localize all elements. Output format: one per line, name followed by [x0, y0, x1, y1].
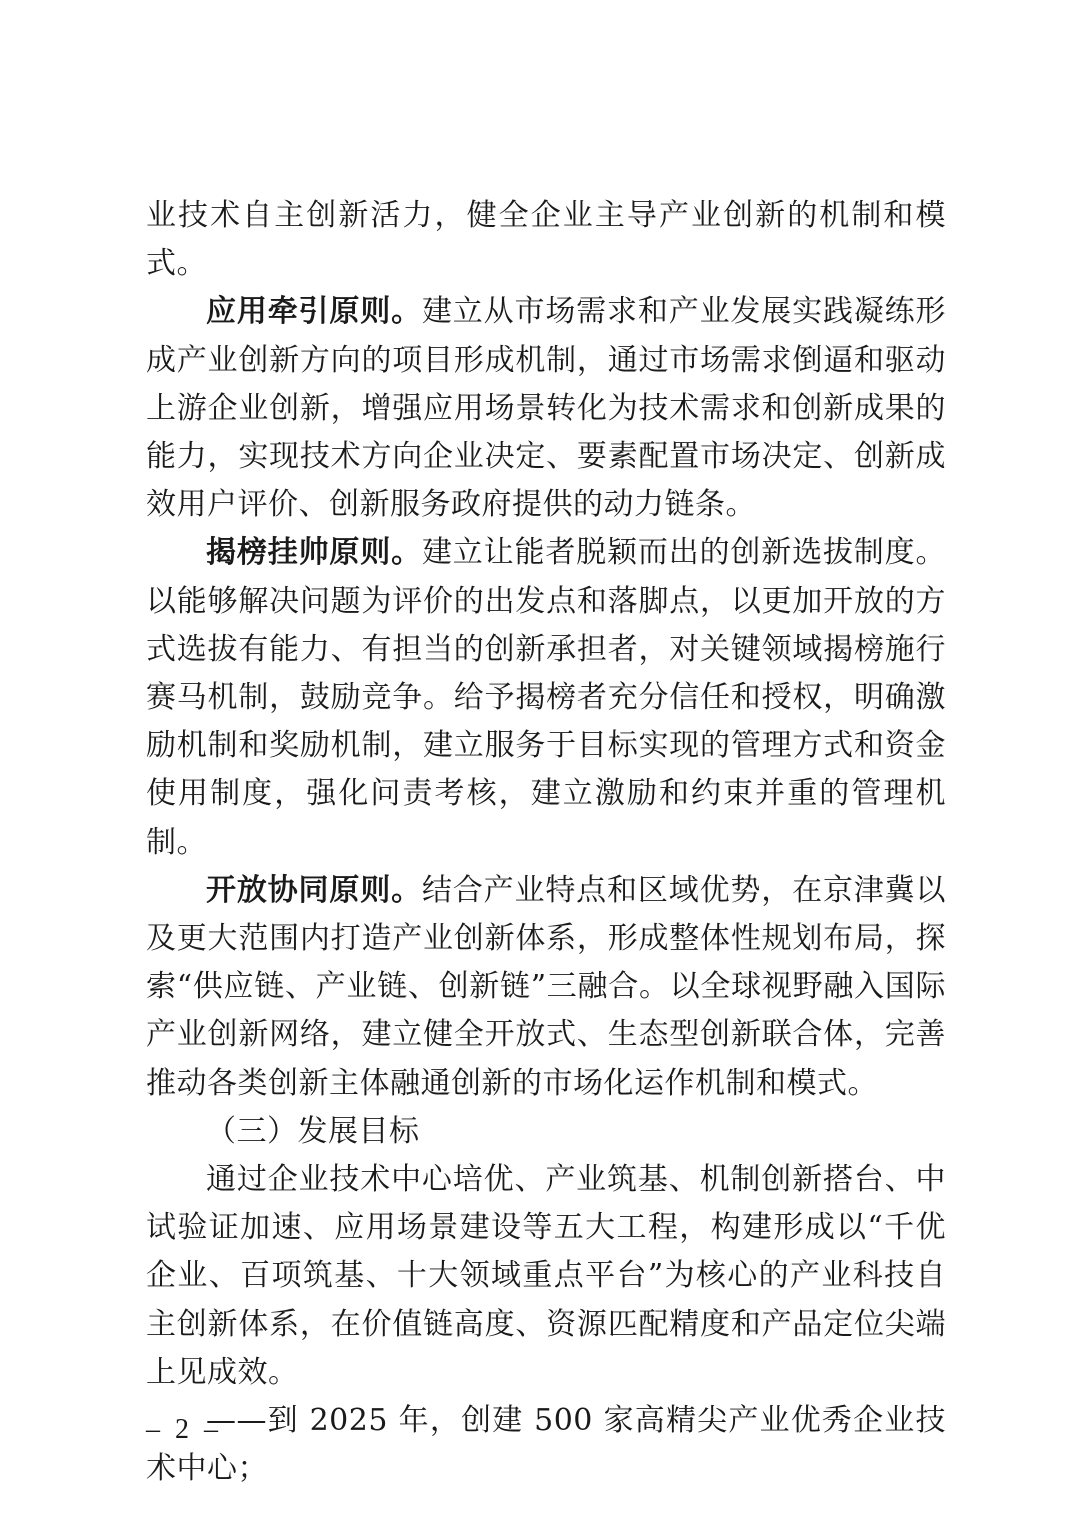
- paragraph-text: 建立从市场需求和产业发展实践凝练形成产业创新方向的项目形成机制，通过市场需求倒逼和驱动上游企业创新，增强应用场景转化为技术需求和创新成果的能力，实现技术方向企业决定、要素配置市场决定、创新成效用户评价、创新服务政府提供的动力链条。: [146, 294, 947, 523]
- paragraph-lead: 应用牵引原则。: [206, 294, 422, 330]
- paragraph-goals: 通过企业技术中心培优、产业筑基、机制创新搭台、中试验证加速、应用场景建设等五大工程，构建形成以“千优企业、百项筑基、十大领域重点平台”为核心的产业科技自主创新体系，在价值链高度、资源匹配精度和产品定位尖端上见成效。: [146, 1162, 946, 1390]
- paragraph-lead: 揭榜挂帅原则。: [206, 535, 422, 571]
- paragraph-text: 结合产业特点和区域优势，在京津冀以及更大范围内打造产业创新体系，形成整体性规划布局，探索“供应链、产业链、创新链”三融合。以全球视野融入国际产业创新网络，建立健全开放式、生态型创新联合体，完善推动各类创新主体融通创新的市场化运作机制和模式。: [146, 872, 947, 1101]
- paragraph-bounty-principle: [146, 529, 946, 866]
- paragraph-application-principle: [146, 288, 946, 529]
- document-body: [146, 192, 946, 1493]
- paragraph-goal-2025: ——到 2025 年，创建 500 家高精尖产业优秀企业技术中心；: [146, 1403, 946, 1487]
- page-number: – 2 –: [146, 1414, 222, 1445]
- paragraph-lead: 开放协同原则。: [206, 872, 422, 908]
- paragraph-text: 建立让能者脱颖而出的创新选拔制度。以能够解决问题为评价的出发点和落脚点，以更加开放的方式选拔有能力、有担当的创新承担者，对关键领域揭榜施行赛马机制，鼓励竞争。给予揭榜者充分信任和授权，明确激励机制和奖励机制，建立服务于目标实现的管理方式和资金使用制度，强化问责考核，建立激励和约束并重的管理机制。: [146, 535, 947, 860]
- section-heading: （三）发展目标: [206, 1113, 420, 1149]
- paragraph-continuation: 业技术自主创新活力，健全企业主导产业创新的机制和模式。: [146, 198, 946, 282]
- paragraph-open-collaboration-principle: [146, 867, 946, 1108]
